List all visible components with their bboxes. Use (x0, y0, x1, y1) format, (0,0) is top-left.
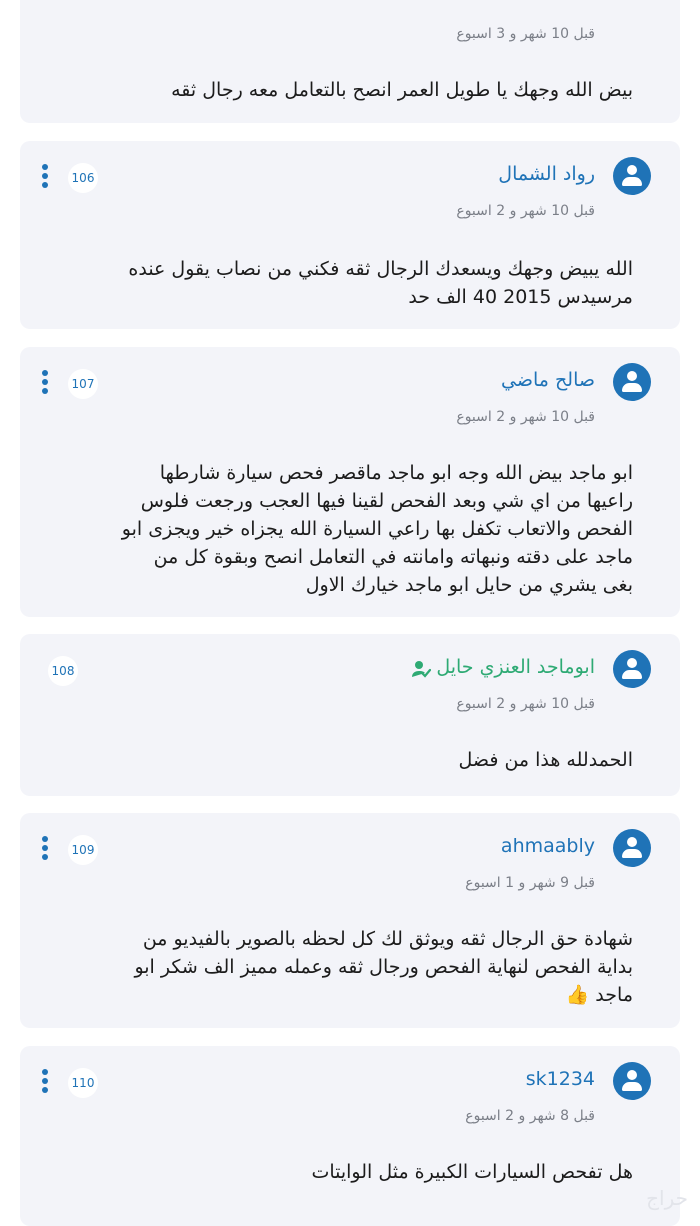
comment-username[interactable]: ابوماجد العنزي حايل (436, 656, 595, 678)
comment-time: قبل 10 شهر و 2 اسبوع (456, 203, 595, 219)
comment-time: قبل 10 شهر و 2 اسبوع (456, 409, 595, 425)
comment-number-badge: 109 (68, 835, 98, 865)
comment-card (20, 813, 680, 1028)
comment-time: قبل 10 شهر و 3 اسبوع (456, 26, 595, 42)
comment-time: قبل 8 شهر و 2 اسبوع (465, 1108, 595, 1124)
comment-text: الحمدلله هذا من فضل (458, 749, 633, 771)
comment-username[interactable]: sk1234 (525, 1068, 595, 1090)
user-avatar-icon[interactable] (613, 363, 651, 401)
more-options-icon[interactable] (40, 164, 50, 190)
comment-card (20, 347, 680, 617)
comment-text: بيض الله وجهك يا طويل العمر انصح بالتعامل معه رجال ثقه (171, 79, 633, 101)
comment-username[interactable]: صالح ماضي (501, 369, 595, 391)
more-options-icon[interactable] (40, 370, 50, 396)
haraj-watermark: حراج (646, 1186, 688, 1210)
comment-card (20, 1046, 680, 1226)
comment-card (20, 634, 680, 796)
comment-time: قبل 10 شهر و 2 اسبوع (456, 696, 595, 712)
comment-number-badge: 107 (68, 369, 98, 399)
comment-time: قبل 9 شهر و 1 اسبوع (465, 875, 595, 891)
more-options-icon[interactable] (40, 836, 50, 862)
comment-username[interactable]: رواد الشمال (498, 163, 595, 185)
comment-number-badge: 106 (68, 163, 98, 193)
more-options-icon[interactable] (40, 1069, 50, 1095)
comment-number-badge: 108 (48, 656, 78, 686)
comment-username[interactable]: ahmaably (500, 835, 595, 857)
comment-number-badge: 110 (68, 1068, 98, 1098)
comment-text: شهادة حق الرجال ثقه ويوثق لك كل لحظه بالصوير بالفيديو من بداية الفحص لنهاية الفحص ورجال ثقه وعمله مميز الف شكر ابو ماجد 👍 (134, 928, 633, 1006)
comment-text: هل تفحص السيارات الكبيرة مثل الوايتات (311, 1161, 633, 1183)
comment-card (20, 0, 680, 123)
verified-user-icon (411, 660, 431, 678)
user-avatar-icon[interactable] (613, 157, 651, 195)
comment-text: الله يبيض وجهك ويسعدك الرجال ثقه فكني من نصاب يقول عنده مرسيدس 2015 40 الف حد (128, 258, 633, 308)
user-avatar-icon[interactable] (613, 829, 651, 867)
user-avatar-icon[interactable] (613, 650, 651, 688)
comment-card (20, 141, 680, 329)
user-avatar-icon[interactable] (613, 1062, 651, 1100)
comment-text: ابو ماجد بيض الله وجه ابو ماجد ماقصر فحص سيارة شارطها راعيها من اي شي وبعد الفحص لقينا فيها العجب ورجعت فلوس الفحص والاتعاب تكفل بها راعي السيارة الله يجزاه خير ويجزى ابو ماجد على دقته ونبهاته وامانته في التعامل انصح وبقوة كل من بغى يشري من حايل ابو ماجد خيارك الاول (121, 462, 633, 596)
